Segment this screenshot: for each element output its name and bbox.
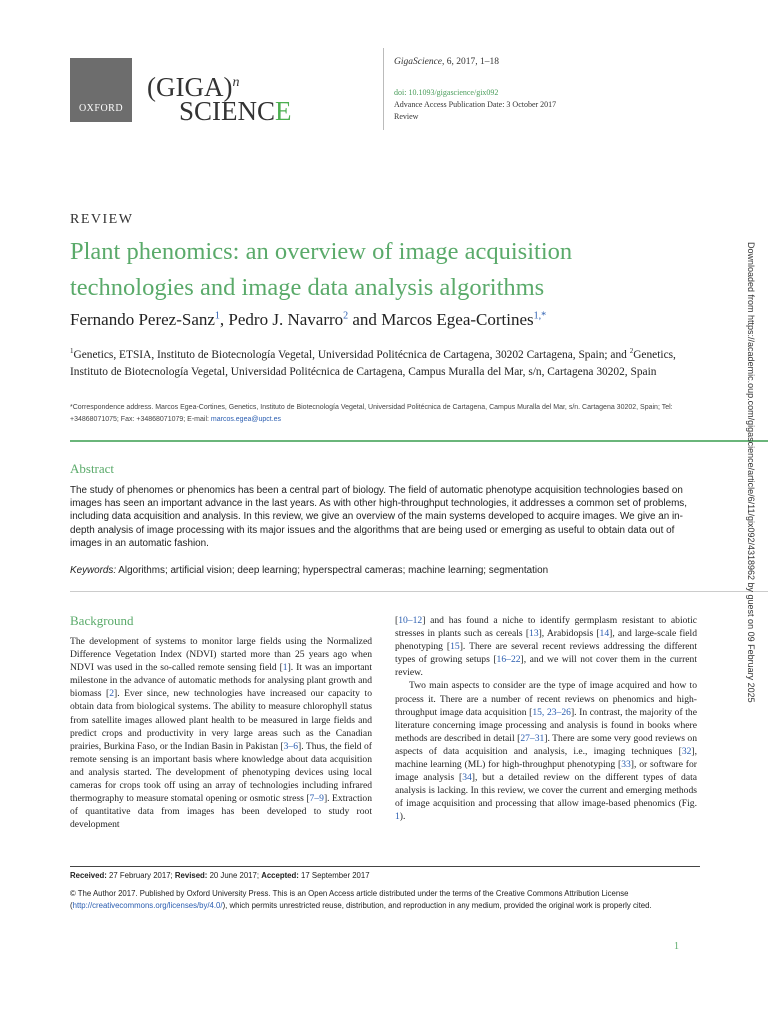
- download-sidebar: [744, 242, 756, 782]
- citation-link[interactable]: 7–9: [309, 793, 324, 805]
- affiliation-mark: 1: [70, 347, 74, 355]
- body-text: ]. It was an important milestone in the advance of automatic methods for analysing plant growth and biomass [: [70, 662, 372, 700]
- background-heading: Background: [70, 613, 134, 628]
- revised-date: 20 June 2017;: [207, 871, 262, 880]
- abstract-heading: Abstract: [70, 461, 115, 476]
- author-list: [70, 310, 546, 330]
- affiliation-mark: 2: [629, 347, 634, 355]
- body-text: ]. There are several recent reviews addressing the different types of growing setups [: [395, 641, 697, 666]
- logo-line2a: SCIENC: [179, 96, 276, 126]
- accepted-date: 17 September 2017: [298, 871, 370, 880]
- author-affiliation-mark[interactable]: 1,*: [533, 310, 547, 322]
- abstract-divider: [70, 591, 768, 592]
- background-paragraph: [395, 614, 697, 679]
- license-text: © The Author 2017. Published by Oxford University Press. This is an Open Access article distributed under the terms of the Creative Commons Attribution License (: [70, 889, 629, 911]
- citation-link[interactable]: 16–22: [496, 654, 521, 666]
- citation-link[interactable]: 14: [599, 628, 610, 640]
- keywords: [70, 565, 710, 576]
- accepted-label: Accepted:: [261, 871, 299, 880]
- body-text: ]. Thus, the field of remote sensing is an important basis where knowledge about data acquisition and analysis started. The development of phenotyping devices using local cameras for crops took off using an array of technologies including infrared thermography to measure stomatal opening or osmotic stress [: [70, 740, 372, 805]
- author-affiliation-mark[interactable]: 1: [214, 310, 220, 322]
- journal-citation: [394, 57, 499, 67]
- citation-link[interactable]: 15: [450, 641, 460, 653]
- body-text: ]. There are some very good reviews on aspects of data acquisition and analysis, i.e., imaging techniques [: [395, 732, 698, 757]
- body-text: ], but a detailed review on the different types of data analysis is lacking. In this review, we cover the current and emerging methods of image acquisition and processing that allow image-based phenomics (Fig.: [395, 772, 698, 810]
- citation-link[interactable]: 15, 23–26: [532, 706, 571, 718]
- citation-link[interactable]: 10–12: [398, 615, 423, 626]
- body-text: ]. Ever since, new technologies have increased our capacity to obtain data from biological systems. The ability to measure chlorophyll status from satellite images allowed plant health to be measured in large fields and predict crops and productivity in very large areas such as the Canadian prairies, Burkina Faso, or the Indian Basin in Pakistan [: [70, 688, 372, 752]
- correspondence-text: *Correspondence address. Marcos Egea-Cortines, Genetics, Instituto de Biotecnología Vegetal, Universidad Politécnica de Cartagena, Campus Muralla del Mar, s/n. Cartagena 30202, Spain; Tel: +34868071075; Fax: +34868071079; E-mail:: [70, 404, 673, 423]
- body-text: ], or software for image analysis [: [395, 759, 697, 784]
- keywords-list: Algorithms; artificial vision; deep learning; hyperspectral cameras; machine learning; segmentation: [116, 565, 549, 576]
- license-link[interactable]: http://creativecommons.org/licenses/by/4.0/: [72, 901, 223, 911]
- citation-link[interactable]: 1: [282, 662, 288, 674]
- download-notice: Downloaded from https://academic.oup.com/gigascience/article/6/11/gix092/4318962 by guest on 09 February 2025: [746, 242, 756, 703]
- author-separator: and: [348, 310, 382, 329]
- author-name[interactable]: Fernando Perez-Sanz: [70, 310, 215, 329]
- citation-link[interactable]: 33: [621, 759, 631, 771]
- author-separator: ,: [219, 310, 229, 329]
- correspondence-email-link[interactable]: marcos.egea@upct.es: [210, 416, 282, 423]
- body-text: ]. In contrast, the majority of the literature concerning image processing and analysis is found in books where methods are described in detail [: [395, 706, 697, 744]
- affiliations: [70, 343, 710, 381]
- section-tag: REVIEW: [70, 212, 134, 227]
- page-number: 1: [674, 941, 679, 952]
- author-affiliation-mark[interactable]: 2: [343, 310, 349, 322]
- body-text: ]. Extraction of quantitative data from images has been developed to study root development: [70, 793, 372, 831]
- license-statement: [70, 888, 710, 913]
- body-text: ], and large-scale field phenotyping [: [395, 628, 697, 653]
- oxford-logo-text: OXFORD: [78, 103, 124, 114]
- author-name[interactable]: Pedro J. Navarro: [228, 310, 344, 329]
- background-paragraph: [395, 679, 697, 823]
- citation-link[interactable]: 27–31: [520, 732, 545, 744]
- received-date: 27 February 2017;: [106, 871, 175, 880]
- correspondence: [70, 402, 710, 426]
- article-title: Plant phenomics: an overview of image acquisition technologies and image data analysis algorithms: [70, 238, 573, 301]
- citation-link[interactable]: 3–6: [283, 740, 298, 752]
- citation-link[interactable]: 1: [395, 811, 400, 823]
- abstract-text: The study of phenomes or phenomics has been a central part of biology. The field of automatic phenotype acquisition technologies based on images has seen an important advance in the last years. As with other high-throughput technologies, it addresses a common set of problems, including data acquisition and analysis. In this review, we give an overview of the main systems developed to acquire images. We give an in-depth analysis of image processing with its major issues and the algorithms that are being used or emerging as useful to obtain data out of images in an automatic fashion.: [70, 485, 687, 549]
- header-divider: [383, 48, 384, 130]
- citation-link[interactable]: 2: [109, 688, 115, 700]
- body-text: The development of systems to monitor large fields using the Normalized Difference Vegetation Index (NDVI) started more than 25 years ago when NDVI was used in the so-called remote sensing field [: [70, 636, 372, 674]
- logo-superscript: n: [232, 75, 240, 90]
- background-left-column: [70, 635, 372, 831]
- license-text: ), which permits unrestricted reuse, distribution, and reproduction in any medium, provided the original work is properly cited.: [222, 901, 652, 911]
- affiliation-text: Genetics, Instituto de Biotecnología Vegetal, Universidad Politécnica de Cartagena, Campus Muralla del Mar, s/n, Cartagena 30202, Spain: [70, 348, 676, 378]
- article-dates: [70, 871, 370, 880]
- footer-divider: [70, 866, 700, 867]
- logo-line1: (GIGA): [147, 72, 233, 102]
- background-right-column: [395, 614, 697, 824]
- citation-link[interactable]: 34: [462, 772, 472, 784]
- oxford-logo: [70, 58, 132, 122]
- doi-link[interactable]: doi: 10.1093/gigascience/gix092: [394, 88, 499, 97]
- body-text: Two main aspects to consider are the type of image acquired and how to process it. There are a number of recent reviews on phenomics and high-throughput image data acquisition [: [395, 680, 697, 718]
- section-divider: [70, 440, 768, 442]
- advance-access-date: Advance Access Publication Date: 3 October 2017: [394, 100, 557, 109]
- author-name[interactable]: Marcos Egea-Cortines: [381, 310, 534, 329]
- body-text: ], and we will not cover them in the current review.: [395, 654, 697, 679]
- keywords-label: Keywords:: [70, 565, 117, 576]
- citation-link[interactable]: 13: [529, 628, 539, 640]
- body-text: ] and has found a niche to identify germplasm resistant to abiotic stresses in plants such as cereals [: [395, 615, 697, 640]
- journal-volume: , 6, 2017, 1–18: [442, 57, 500, 67]
- revised-label: Revised:: [174, 871, 208, 880]
- body-text: [: [395, 615, 399, 626]
- gigascience-logo: [147, 72, 292, 126]
- body-text: ], machine learning (ML) for high-throughput phenotyping [: [395, 745, 697, 771]
- article-type: Review: [394, 112, 419, 121]
- citation-link[interactable]: 32: [681, 745, 692, 757]
- affiliation-text: Genetics, ETSIA, Instituto de Biotecnología Vegetal, Universidad Politécnica de Cartagena, 30202 Cartagena, Spain; and: [73, 348, 630, 361]
- body-text: ], Arabidopsis [: [538, 628, 600, 640]
- journal-name: GigaScience: [394, 57, 443, 67]
- body-text: ).: [399, 811, 406, 823]
- logo-line2b: E: [275, 96, 292, 126]
- received-label: Received:: [70, 871, 107, 880]
